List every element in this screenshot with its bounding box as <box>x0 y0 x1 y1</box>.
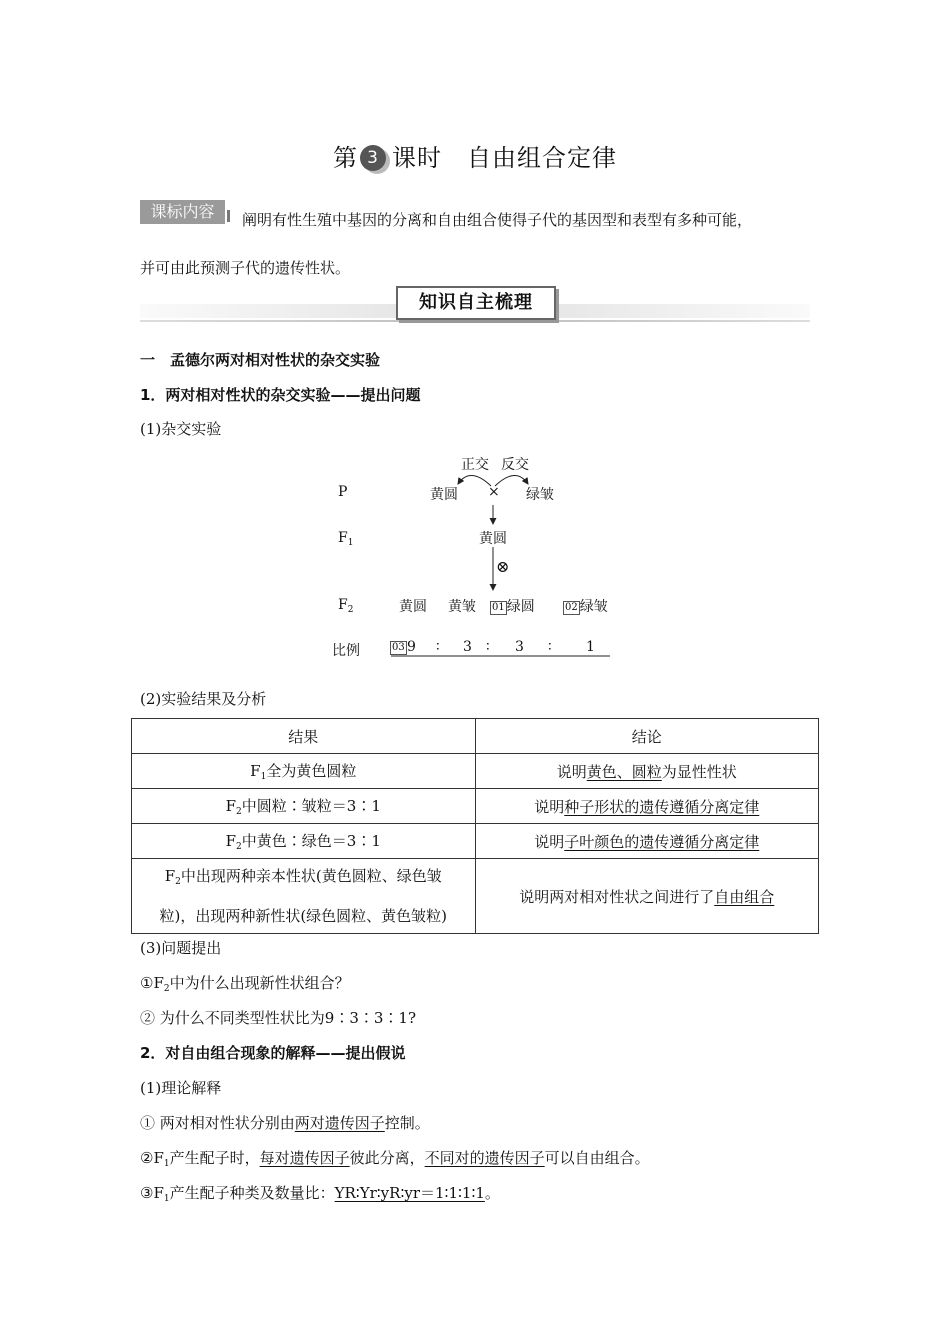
blank-marker-02: 02 <box>565 602 578 613</box>
standard-text-line1: 阐明有性生殖中基因的分离和自由组合使得子代的基因型和表型有多种可能， <box>242 211 753 229</box>
standard-badge: 课标内容 <box>140 200 225 224</box>
cross-arrow-right <box>495 475 528 486</box>
cross-symbol: × <box>488 484 500 500</box>
ratio-value-4: 1 <box>586 639 595 655</box>
theory-heading: (1)理论解释 <box>140 1079 222 1097</box>
ratio-value-2: 3 <box>463 639 472 655</box>
table-row <box>132 754 819 789</box>
f1-offspring: 黄圆 <box>479 531 507 547</box>
conclusion-cell: 说明种子形状的遗传遵循分离定律 <box>475 789 819 824</box>
result-cell: $F_2$中黄色∶绿色＝3∶1 <box>132 824 476 859</box>
standard-text-line2: 并可由此预测子代的遗传性状。 <box>140 259 351 277</box>
cross-arrow-left <box>458 475 491 486</box>
header-result: 结果 <box>132 719 476 754</box>
table-row <box>132 789 819 824</box>
f2-yellow-round: 黄圆 <box>399 599 427 615</box>
theory-point-3: $③F_1$产生配子种类及数量比：YR∶Yr∶yR∶yr＝1∶1∶1∶1。 <box>140 1184 500 1204</box>
ratio-sep-2: ∶ <box>486 639 490 655</box>
question-2: ② 为什么不同类型性状比为9∶3∶3∶1? <box>140 1009 416 1027</box>
row-label-ratio: 比例 <box>332 643 360 659</box>
title-name: 自由组合定律 <box>467 144 617 172</box>
part1-heading: 一 孟德尔两对相对性状的杂交实验 <box>140 351 381 369</box>
row-label-f2: $F_2$ <box>338 597 354 615</box>
header-conclusion: 结论 <box>475 719 819 754</box>
result-cell: $F_1$全为黄色圆粒 <box>132 754 476 789</box>
ratio-value-3: 3 <box>515 639 524 655</box>
sub2-heading: (2)实验结果及分析 <box>140 690 267 708</box>
f2-yellow-wrinkled: 黄皱 <box>448 599 476 615</box>
row-label-f1: $F_1$ <box>338 530 354 548</box>
section-divider <box>140 320 810 322</box>
conclusion-cell: 说明两对相对性状之间进行了自由组合 <box>475 859 819 934</box>
row-label-p: P <box>338 484 348 500</box>
parent1: 黄圆 <box>430 487 458 503</box>
item2-heading: 2．对自由组合现象的解释——提出假说 <box>140 1044 406 1062</box>
ratio-value-1: 9 <box>407 639 416 655</box>
conclusion-cell: 说明黄色、圆粒为显性性状 <box>475 754 819 789</box>
cross-label-reverse: 反交 <box>501 457 529 473</box>
title-prefix: 第 <box>333 144 358 172</box>
blank-marker-03: 03 <box>392 642 405 653</box>
result-cell: $F_2$中出现两种亲本性状(黄色圆粒、绿色皱 粒)，出现两种新性状(绿色圆粒、黄色皱粒) <box>132 859 476 934</box>
table-row <box>132 824 819 859</box>
f2-green-round: 01 绿圆 <box>492 599 535 615</box>
ratio-sep-1: ∶ <box>436 639 440 655</box>
blank-marker-01: 01 <box>492 602 505 613</box>
table-row <box>132 859 819 934</box>
f2-green-wrinkled: 02 绿皱 <box>565 599 608 615</box>
sub1-heading: (1)杂交实验 <box>140 420 222 438</box>
title-suffix: 课时 <box>392 144 442 172</box>
results-table <box>131 718 819 934</box>
table-header-row <box>132 719 819 754</box>
theory-point-2: $②F_1$产生配子时，每对遗传因子彼此分离，不同对的遗传因子可以自由组合。 <box>140 1149 650 1169</box>
sub3-heading: (3)问题提出 <box>140 939 222 957</box>
result-cell: $F_2$中圆粒∶皱粒＝3∶1 <box>132 789 476 824</box>
conclusion-cell: 说明子叶颜色的遗传遵循分离定律 <box>475 824 819 859</box>
lesson-number-badge: 3 <box>360 145 386 171</box>
page-title <box>0 138 950 173</box>
question-1: $①F_2$中为什么出现新性状组合？ <box>140 974 350 994</box>
theory-point-1: ① 两对相对性状分别由两对遗传因子控制。 <box>140 1114 430 1132</box>
cross-label-forward: 正交 <box>461 457 489 473</box>
self-cross-symbol: ⊗ <box>496 557 510 576</box>
item1-heading: 1．两对相对性状的杂交实验——提出问题 <box>140 386 421 404</box>
parent2: 绿皱 <box>526 487 554 503</box>
badge-divider <box>227 210 230 222</box>
ratio-sep-3: ∶ <box>548 639 552 655</box>
section-heading: 知识自主梳理 <box>396 286 556 320</box>
